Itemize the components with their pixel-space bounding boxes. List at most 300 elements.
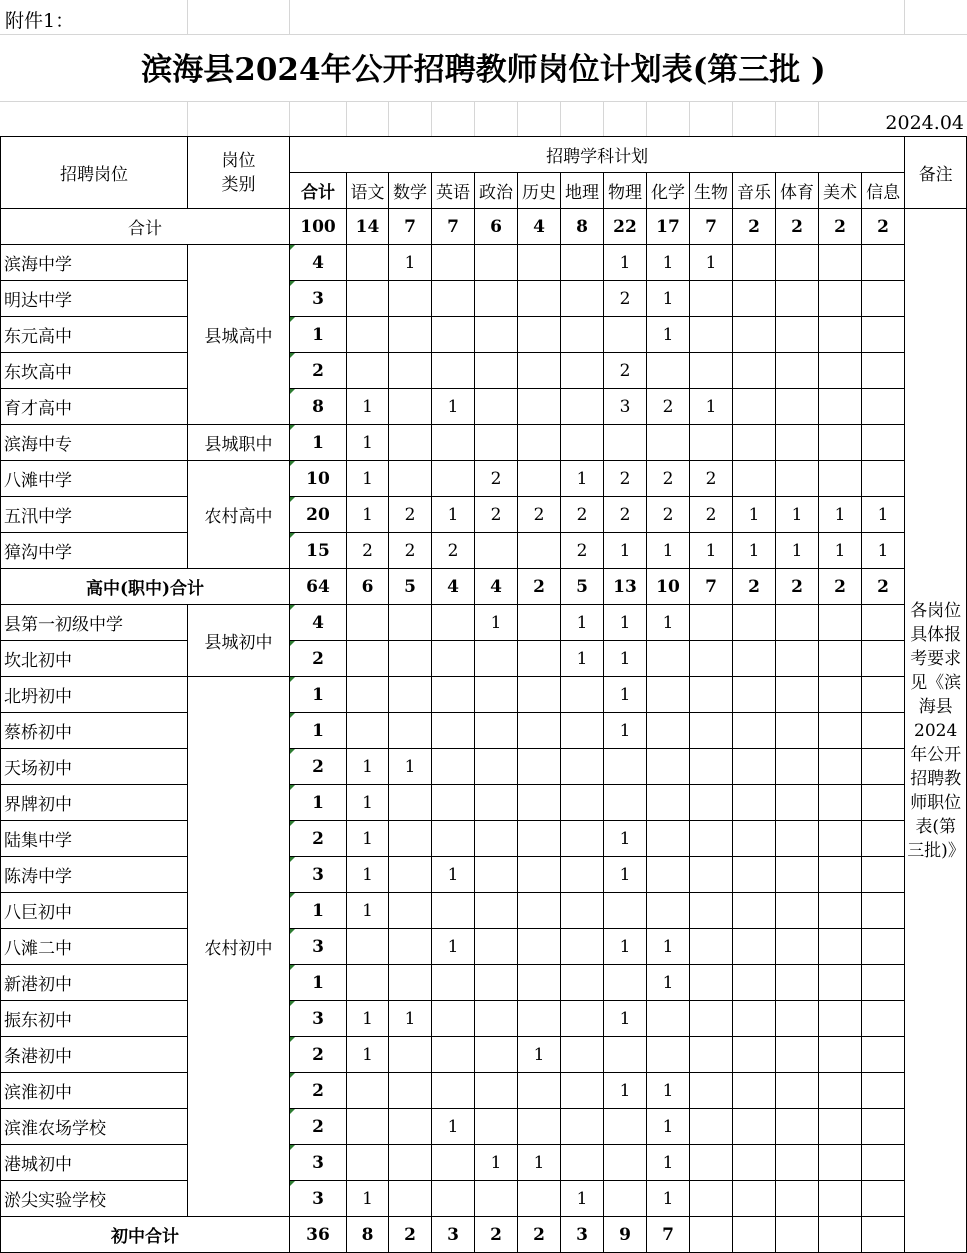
subject-count-cell <box>518 281 561 317</box>
subject-count-cell <box>475 785 518 821</box>
subject-count-cell: 1 <box>647 1109 690 1145</box>
middle-school-total-row-subject-cell <box>690 1217 733 1253</box>
subject-count-cell <box>432 677 475 713</box>
school-name: 明达中学 <box>1 281 188 317</box>
subject-count-cell: 2 <box>604 497 647 533</box>
subject-count-cell: 1 <box>561 461 604 497</box>
subject-count-cell <box>475 1001 518 1037</box>
subject-count-cell <box>475 1181 518 1217</box>
subject-count-cell <box>518 425 561 461</box>
subject-count-cell <box>776 749 819 785</box>
subject-count-cell <box>475 677 518 713</box>
table-row <box>1 893 967 929</box>
subject-count-cell <box>475 281 518 317</box>
subject-count-cell: 1 <box>776 533 819 569</box>
subject-count-cell: 1 <box>604 821 647 857</box>
subject-count-cell <box>518 785 561 821</box>
school-name: 坎北初中 <box>1 641 188 677</box>
middle-school-total-row <box>1 1217 967 1253</box>
subject-count-cell <box>776 893 819 929</box>
subject-count-cell <box>432 1181 475 1217</box>
subject-count-cell <box>604 1145 647 1181</box>
subject-count-cell <box>561 785 604 821</box>
subject-count-cell <box>389 389 432 425</box>
school-name: 县第一初级中学 <box>1 605 188 641</box>
subject-count-cell <box>561 893 604 929</box>
middle-school-total-row-subject-cell: 2 <box>475 1217 518 1253</box>
table-row <box>1 389 967 425</box>
subject-count-cell <box>733 317 776 353</box>
header-plan: 招聘学科计划 <box>290 137 905 173</box>
grand-total-subject-cell: 4 <box>518 209 561 245</box>
subject-count-cell: 1 <box>647 1073 690 1109</box>
subject-count-cell: 2 <box>389 497 432 533</box>
cell-indicator-icon <box>290 1073 295 1078</box>
subject-count-cell <box>862 1001 905 1037</box>
subject-count-cell <box>604 317 647 353</box>
subject-count-cell <box>389 1073 432 1109</box>
subject-count-cell <box>432 965 475 1001</box>
subject-count-cell <box>604 425 647 461</box>
attachment-label: 附件1： <box>5 10 75 32</box>
subject-count-cell <box>776 353 819 389</box>
subject-count-cell <box>475 893 518 929</box>
subject-count-cell: 2 <box>475 461 518 497</box>
subject-count-cell <box>862 641 905 677</box>
subject-count-cell <box>561 425 604 461</box>
high-school-total-row-subject-cell: 4 <box>432 569 475 605</box>
subject-count-cell <box>561 677 604 713</box>
row-total-cell: 2 <box>290 1109 347 1145</box>
grand-total-subject-cell: 2 <box>862 209 905 245</box>
subject-count-cell <box>432 785 475 821</box>
header-subject: 信息 <box>862 173 905 209</box>
subject-count-cell <box>733 389 776 425</box>
subject-count-cell: 1 <box>347 893 389 929</box>
header-subject: 生物 <box>690 173 733 209</box>
subject-count-cell <box>776 965 819 1001</box>
subject-count-cell <box>690 605 733 641</box>
subject-count-cell <box>819 749 862 785</box>
high-school-total-row-subject-cell: 6 <box>347 569 389 605</box>
school-name: 陆集中学 <box>1 821 188 857</box>
school-name: 滨淮农场学校 <box>1 1109 188 1145</box>
table-row <box>1 857 967 893</box>
school-name: 滨海中学 <box>1 245 188 281</box>
subject-count-cell <box>518 1073 561 1109</box>
subject-count-cell <box>432 821 475 857</box>
subject-count-cell <box>776 857 819 893</box>
school-category: 县城高中 <box>188 245 290 425</box>
subject-count-cell <box>776 677 819 713</box>
subject-count-cell <box>604 965 647 1001</box>
subject-count-cell <box>733 677 776 713</box>
cell-indicator-icon <box>290 1181 295 1186</box>
subject-count-cell: 1 <box>561 605 604 641</box>
subject-count-cell <box>819 353 862 389</box>
subject-count-cell <box>862 1037 905 1073</box>
subject-count-cell <box>432 353 475 389</box>
subject-count-cell <box>776 461 819 497</box>
cell-indicator-icon <box>290 425 295 430</box>
row-total-cell: 1 <box>290 713 347 749</box>
subject-count-cell <box>819 1181 862 1217</box>
subject-count-cell <box>475 1109 518 1145</box>
grand-total-subject-cell: 2 <box>776 209 819 245</box>
subject-count-cell <box>432 425 475 461</box>
subject-count-cell <box>733 281 776 317</box>
school-category: 县城初中 <box>188 605 290 677</box>
cell-indicator-icon <box>290 1037 295 1042</box>
remarks-note: 各岗位具体报考要求见《滨海县2024年公开招聘教师职位表(第三批)》 <box>905 209 967 1253</box>
header-subject: 数学 <box>389 173 432 209</box>
subject-count-cell <box>432 281 475 317</box>
subject-count-cell: 1 <box>647 965 690 1001</box>
high-school-total-row-subject-cell: 10 <box>647 569 690 605</box>
subject-count-cell: 1 <box>518 1037 561 1073</box>
subject-count-cell: 1 <box>347 497 389 533</box>
subject-count-cell <box>475 821 518 857</box>
subject-count-cell: 1 <box>347 1037 389 1073</box>
subject-count-cell <box>690 353 733 389</box>
subject-count-cell <box>389 281 432 317</box>
subject-count-cell: 2 <box>432 533 475 569</box>
subject-count-cell <box>347 713 389 749</box>
middle-school-total-row-subject-cell: 9 <box>604 1217 647 1253</box>
cell-indicator-icon <box>290 641 295 646</box>
subject-count-cell: 1 <box>647 1145 690 1181</box>
subject-count-cell: 2 <box>647 389 690 425</box>
subject-count-cell <box>475 929 518 965</box>
school-name: 北坍初中 <box>1 677 188 713</box>
school-name: 东坎高中 <box>1 353 188 389</box>
subject-count-cell <box>733 965 776 1001</box>
table-row <box>1 461 967 497</box>
school-name: 獐沟中学 <box>1 533 188 569</box>
subject-count-cell <box>862 677 905 713</box>
cell-indicator-icon <box>290 965 295 970</box>
subject-count-cell: 1 <box>389 1001 432 1037</box>
header-subject: 英语 <box>432 173 475 209</box>
subject-count-cell <box>518 605 561 641</box>
subject-count-cell: 2 <box>518 497 561 533</box>
subject-count-cell: 1 <box>604 929 647 965</box>
table-row <box>1 821 967 857</box>
cell-indicator-icon <box>290 857 295 862</box>
school-name: 界牌初中 <box>1 785 188 821</box>
subject-count-cell <box>475 353 518 389</box>
row-total-cell: 2 <box>290 641 347 677</box>
subject-count-cell <box>561 857 604 893</box>
subject-count-cell: 2 <box>475 497 518 533</box>
subject-count-cell <box>819 281 862 317</box>
subject-count-cell: 1 <box>647 1181 690 1217</box>
subject-count-cell <box>389 641 432 677</box>
subject-count-cell: 1 <box>604 677 647 713</box>
subject-count-cell <box>776 929 819 965</box>
high-school-total-row-subject-cell: 2 <box>518 569 561 605</box>
grand-total-subject-cell: 6 <box>475 209 518 245</box>
subject-count-cell <box>647 425 690 461</box>
high-school-total-row-subject-cell: 5 <box>561 569 604 605</box>
subject-count-cell <box>647 893 690 929</box>
high-school-total-row-subject-cell: 2 <box>862 569 905 605</box>
row-total-cell: 3 <box>290 1145 347 1181</box>
subject-count-cell <box>518 749 561 785</box>
high-school-total-row-subject-cell: 7 <box>690 569 733 605</box>
subject-count-cell <box>432 317 475 353</box>
subject-count-cell <box>862 389 905 425</box>
subject-count-cell <box>561 353 604 389</box>
subject-count-cell <box>518 965 561 1001</box>
subject-count-cell: 1 <box>733 533 776 569</box>
subject-count-cell <box>389 857 432 893</box>
subject-count-cell <box>862 929 905 965</box>
subject-count-cell <box>389 353 432 389</box>
subject-count-cell <box>776 1037 819 1073</box>
subject-count-cell: 1 <box>432 857 475 893</box>
subject-count-cell <box>432 1001 475 1037</box>
school-name: 天场初中 <box>1 749 188 785</box>
table-row <box>1 1037 967 1073</box>
subject-count-cell <box>561 1073 604 1109</box>
subject-count-cell <box>561 965 604 1001</box>
subject-count-cell <box>518 1181 561 1217</box>
subject-count-cell <box>389 785 432 821</box>
header-subject: 体育 <box>776 173 819 209</box>
subject-count-cell <box>475 389 518 425</box>
subject-count-cell <box>862 1181 905 1217</box>
subject-count-cell: 1 <box>347 461 389 497</box>
grand-total-subject-cell: 2 <box>733 209 776 245</box>
subject-count-cell <box>347 605 389 641</box>
subject-count-cell <box>647 641 690 677</box>
subject-count-cell <box>733 1109 776 1145</box>
subject-count-cell <box>776 1109 819 1145</box>
subject-count-cell <box>862 245 905 281</box>
subject-count-cell <box>690 317 733 353</box>
school-name: 新港初中 <box>1 965 188 1001</box>
subject-count-cell <box>347 1145 389 1181</box>
table-row <box>1 1073 967 1109</box>
subject-count-cell <box>733 1145 776 1181</box>
subject-count-cell <box>733 461 776 497</box>
subject-count-cell <box>733 245 776 281</box>
subject-count-cell: 1 <box>647 533 690 569</box>
subject-count-cell <box>819 245 862 281</box>
subject-count-cell <box>862 821 905 857</box>
subject-count-cell <box>647 713 690 749</box>
subject-count-cell <box>690 965 733 1001</box>
subject-count-cell: 1 <box>819 533 862 569</box>
header-subject: 地理 <box>561 173 604 209</box>
subject-count-cell: 1 <box>690 245 733 281</box>
subject-count-cell <box>862 605 905 641</box>
cell-indicator-icon <box>290 929 295 934</box>
subject-count-cell <box>347 245 389 281</box>
subject-count-cell <box>690 1001 733 1037</box>
subject-count-cell: 1 <box>432 929 475 965</box>
subject-count-cell <box>561 821 604 857</box>
grand-total-subject-cell: 7 <box>389 209 432 245</box>
subject-count-cell <box>819 389 862 425</box>
subject-count-cell <box>432 641 475 677</box>
row-total-cell: 1 <box>290 425 347 461</box>
subject-count-cell: 2 <box>389 533 432 569</box>
table-row <box>1 605 967 641</box>
subject-count-cell <box>690 929 733 965</box>
high-school-total-row-subject-cell: 13 <box>604 569 647 605</box>
header-category: 岗位 类别 <box>188 137 290 209</box>
subject-count-cell <box>690 1037 733 1073</box>
subject-count-cell <box>604 785 647 821</box>
subject-count-cell <box>561 245 604 281</box>
cell-indicator-icon <box>290 281 295 286</box>
subject-count-cell <box>518 713 561 749</box>
subject-count-cell <box>389 1145 432 1181</box>
subject-count-cell <box>819 1001 862 1037</box>
cell-indicator-icon <box>290 389 295 394</box>
subject-count-cell <box>432 1037 475 1073</box>
subject-count-cell <box>690 641 733 677</box>
subject-count-cell: 1 <box>518 1145 561 1181</box>
subject-count-cell <box>733 1037 776 1073</box>
cell-indicator-icon <box>290 353 295 358</box>
school-name: 条港初中 <box>1 1037 188 1073</box>
middle-school-total-row-value: 36 <box>290 1217 347 1253</box>
subject-count-cell <box>647 857 690 893</box>
subject-count-cell: 2 <box>647 497 690 533</box>
subject-count-cell: 1 <box>347 785 389 821</box>
subject-count-cell: 1 <box>561 1181 604 1217</box>
subject-count-cell <box>733 713 776 749</box>
subject-count-cell <box>347 641 389 677</box>
cell-indicator-icon <box>290 1001 295 1006</box>
table-row <box>1 317 967 353</box>
school-name: 陈涛中学 <box>1 857 188 893</box>
subject-count-cell: 3 <box>604 389 647 425</box>
subject-count-cell <box>819 461 862 497</box>
subject-count-cell <box>776 281 819 317</box>
middle-school-total-row-subject-cell: 2 <box>518 1217 561 1253</box>
subject-count-cell <box>733 821 776 857</box>
subject-count-cell <box>561 1001 604 1037</box>
subject-count-cell <box>776 389 819 425</box>
subject-count-cell <box>862 1145 905 1181</box>
grand-total-label: 合计 <box>1 209 290 245</box>
table-row <box>1 425 967 461</box>
table-row <box>1 353 967 389</box>
table-row <box>1 929 967 965</box>
row-total-cell: 10 <box>290 461 347 497</box>
row-total-cell: 20 <box>290 497 347 533</box>
school-name: 五汛中学 <box>1 497 188 533</box>
subject-count-cell: 1 <box>733 497 776 533</box>
subject-count-cell: 1 <box>347 857 389 893</box>
subject-count-cell <box>776 641 819 677</box>
subject-count-cell <box>647 785 690 821</box>
subject-count-cell <box>432 1073 475 1109</box>
subject-count-cell: 2 <box>604 461 647 497</box>
subject-count-cell: 1 <box>347 1181 389 1217</box>
row-total-cell: 1 <box>290 677 347 713</box>
subject-count-cell <box>733 425 776 461</box>
subject-count-cell: 1 <box>690 389 733 425</box>
header-subject: 音乐 <box>733 173 776 209</box>
subject-count-cell <box>819 713 862 749</box>
subject-count-cell: 1 <box>475 605 518 641</box>
school-name: 港城初中 <box>1 1145 188 1181</box>
subject-count-cell: 1 <box>389 245 432 281</box>
table-row <box>1 281 967 317</box>
table-row <box>1 1109 967 1145</box>
middle-school-total-row-subject-cell <box>862 1217 905 1253</box>
table-row <box>1 497 967 533</box>
row-total-cell: 3 <box>290 1181 347 1217</box>
subject-count-cell <box>561 1037 604 1073</box>
grand-total-subject-cell: 17 <box>647 209 690 245</box>
subject-count-cell <box>518 317 561 353</box>
cell-indicator-icon <box>290 533 295 538</box>
subject-count-cell <box>432 713 475 749</box>
school-name: 振东初中 <box>1 1001 188 1037</box>
subject-count-cell <box>389 965 432 1001</box>
subject-count-cell <box>432 893 475 929</box>
subject-count-cell: 1 <box>389 749 432 785</box>
subject-count-cell <box>518 245 561 281</box>
row-total-cell: 3 <box>290 857 347 893</box>
subject-count-cell <box>604 749 647 785</box>
subject-count-cell <box>819 821 862 857</box>
subject-count-cell <box>518 677 561 713</box>
subject-count-cell <box>776 785 819 821</box>
subject-count-cell <box>819 677 862 713</box>
subject-count-cell: 1 <box>690 533 733 569</box>
subject-count-cell <box>518 929 561 965</box>
school-category: 农村初中 <box>188 677 290 1217</box>
cell-indicator-icon <box>290 245 295 250</box>
header-subject: 美术 <box>819 173 862 209</box>
subject-count-cell <box>776 821 819 857</box>
subject-count-cell <box>475 317 518 353</box>
subject-count-cell <box>432 1145 475 1181</box>
row-total-cell: 2 <box>290 821 347 857</box>
high-school-total-row-label: 高中(职中)合计 <box>1 569 290 605</box>
subject-count-cell <box>647 749 690 785</box>
subject-count-cell <box>733 1181 776 1217</box>
subject-count-cell <box>561 929 604 965</box>
table-row <box>1 641 967 677</box>
subject-count-cell <box>561 1109 604 1145</box>
subject-count-cell <box>604 1109 647 1145</box>
subject-count-cell <box>690 749 733 785</box>
subject-count-cell: 1 <box>647 605 690 641</box>
middle-school-total-row-subject-cell <box>819 1217 862 1253</box>
subject-count-cell <box>776 317 819 353</box>
subject-count-cell <box>733 605 776 641</box>
subject-count-cell: 1 <box>604 245 647 281</box>
subject-count-cell <box>819 605 862 641</box>
subject-count-cell <box>733 785 776 821</box>
subject-count-cell <box>819 317 862 353</box>
subject-count-cell <box>862 281 905 317</box>
subject-count-cell <box>518 893 561 929</box>
cell-indicator-icon <box>290 1109 295 1114</box>
subject-count-cell <box>733 893 776 929</box>
subject-count-cell <box>776 1001 819 1037</box>
subject-count-cell: 1 <box>647 929 690 965</box>
subject-count-cell: 1 <box>604 857 647 893</box>
